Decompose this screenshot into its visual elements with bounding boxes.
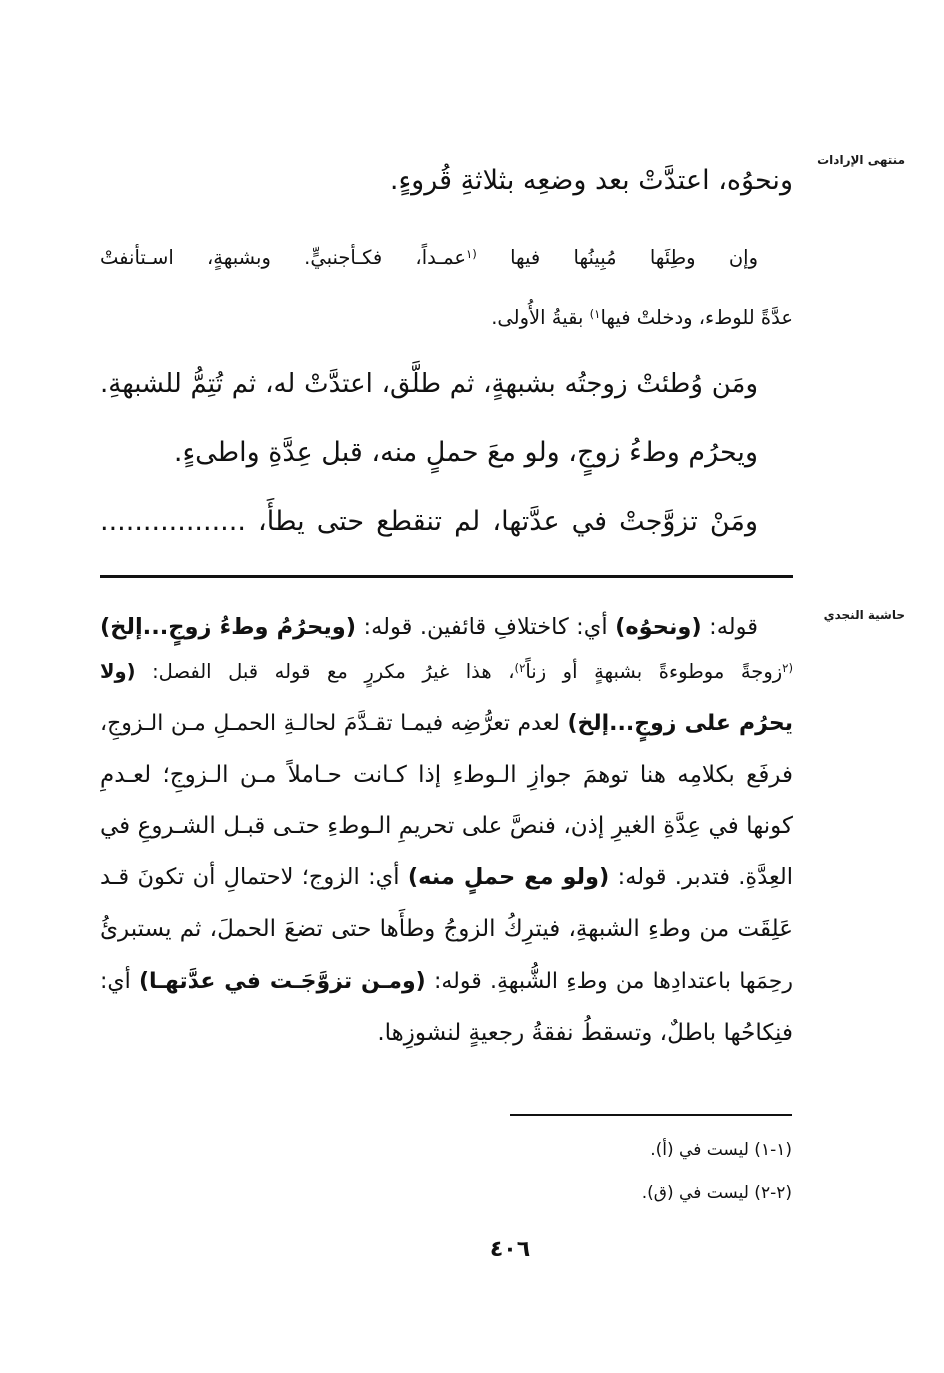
text-segment: ومَن وُطئتْ زوجتُه بشبهةٍ، ثم طلَّق، اعتدَّتْ له، ثم تُتِمُّ للشبهةِ.: [100, 369, 758, 399]
margin-label-main-text: منتهى الإرادات: [817, 153, 905, 167]
commentary-line-5: [100, 801, 793, 851]
commentary-line-9: [100, 1008, 793, 1058]
text-segment: ، هذا غيرُ مكررٍ مع قوله قبل الفصل:: [135, 660, 515, 683]
text-segment: بقيةُ الأُولى.: [491, 306, 590, 329]
main-line-3: [100, 288, 793, 348]
main-line-4: [100, 354, 793, 414]
text-segment: كونها في عِدَّةِ الغيرِ إذن، فنصَّ على تحريمِ الـوطءِ حتـى قبـل الشـروعِ في: [100, 813, 793, 839]
text-segment: أي: الزوج؛ لاحتمالِ أن تكونَ قـد: [100, 864, 408, 890]
footnote-marker: ١): [589, 307, 601, 322]
main-line-6: [100, 492, 793, 552]
commentary-line-2: [100, 647, 793, 697]
footnote-1: (١-١) ليست في (أ).: [650, 1140, 792, 1160]
text-segment: عدَّةً للوطء، ودخلتْ فيها: [600, 306, 793, 329]
bold-quote: (ولو مع حملٍ منه): [407, 864, 610, 890]
text-segment: ويحرُم وطءُ زوجٍ، ولو معَ حملٍ منه، قبل عِدَّةِ واطىءٍ.: [173, 437, 758, 468]
footnote-marker: ٢): [514, 661, 526, 676]
text-segment: عمـداً، فكـأجنبيٍّ. وبشبهةٍ، اسـتأنفتْ: [100, 246, 466, 269]
text-segment: فرفَع بكلامِه هنا توهمَ جوازِ الـوطءِ إذا كـانت حـاملاً مـن الـزوجِ؛ لعـدمِ: [100, 762, 793, 788]
commentary-line-6: [100, 852, 793, 902]
text-segment: وإن وطِئَها مُبِينُها فيها: [476, 246, 758, 269]
section-divider: [100, 575, 793, 578]
commentary-line-7: [100, 904, 793, 954]
bold-quote: (ومـن تزوَّجَـت في عدَّتهـا): [139, 969, 426, 994]
text-segment: أي: كاختلافِ قائفين. قوله:: [356, 614, 616, 640]
text-segment: العِدَّةِ. فتدبر. قوله:: [609, 864, 793, 890]
text-segment: فنِكاحُها باطلٌ، وتسقطُ نفقةُ رجعيةٍ لنشوزِها.: [377, 1020, 793, 1046]
footnote-divider: [510, 1114, 792, 1116]
main-line-2: [100, 228, 793, 288]
text-segment: لعدم تعرُّضِه فيمـا تقـدَّمَ لحالـةِ الحمـلِ مـن الـزوجِ،: [100, 711, 568, 736]
text-segment: قوله:: [701, 614, 759, 640]
text-segment: أي:: [100, 969, 139, 994]
footnote-2: (٢-٢) ليست في (ق).: [641, 1183, 792, 1203]
commentary-line-3: [100, 699, 793, 749]
text-segment: رحِمَها باعتدادِها من وطءِ الشُّبهةِ. قوله:: [425, 969, 793, 994]
text-segment: زوجةً موطوءةً بشبهةٍ أو زناً: [525, 660, 783, 683]
bold-quote: (ويحرُمُ وطءُ زوجٍ...إلخ): [100, 614, 357, 640]
text-segment: عَلِقَت من وطءِ الشبهةِ، فيترِكُ الزوجُ وطأَها حتى تضعَ الحملَ، ثم يستبرئُ: [100, 916, 793, 942]
footnote-marker: (١: [466, 247, 477, 262]
bold-quote: يحرُم على زوجٍ...إلخ): [567, 711, 793, 736]
text-segment: ومَنْ تزوَّجتْ في عدَّتها، لم تنقطع حتى يطأَ، .................: [100, 506, 758, 537]
main-line-5: [100, 423, 793, 483]
text-segment: ونحوُه، اعتدَّتْ بعد وضعِه بثلاثةِ قُروءٍ.: [389, 165, 793, 196]
page-number: ٤٠٦: [489, 1237, 531, 1262]
margin-label-commentary: حاشية النجدي: [823, 608, 905, 622]
commentary-line-1: [100, 602, 793, 652]
main-line-1: [100, 151, 793, 211]
commentary-line-8: [100, 957, 793, 1007]
bold-quote: (ولا: [100, 660, 136, 683]
footnote-marker: (٢: [782, 661, 793, 676]
bold-quote: (ونحوُه): [615, 614, 702, 640]
commentary-line-4: [100, 750, 793, 800]
